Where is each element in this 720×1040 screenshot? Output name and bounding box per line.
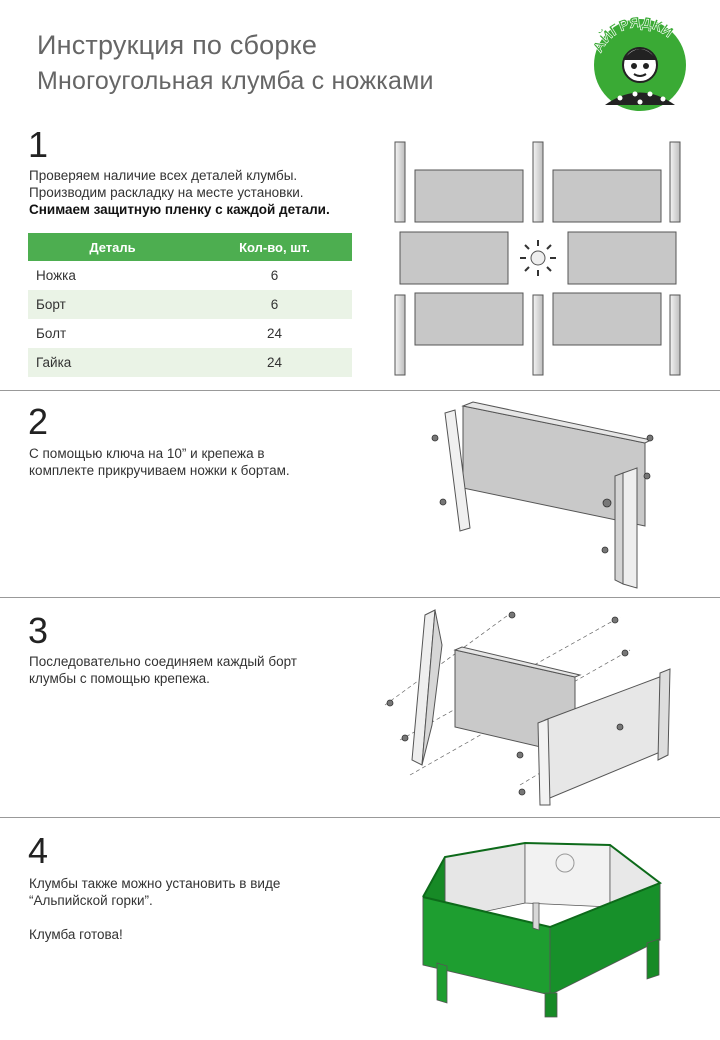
assembled-flowerbed-illustration <box>415 835 670 1020</box>
step-2-line2: комплекте прикручиваем ножки к бортам. <box>29 463 290 478</box>
step-4-text <box>29 875 369 943</box>
part-name: Борт <box>28 290 197 319</box>
table-row <box>28 319 352 348</box>
page-subtitle: Многоугольная клумба с ножками <box>37 67 434 95</box>
page-title: Инструкция по сборке <box>37 30 318 60</box>
section-divider <box>0 597 720 598</box>
step-4-line3: Клумба готова! <box>29 927 123 942</box>
step-2-number: 2 <box>28 401 49 442</box>
table-header-part: Деталь <box>28 233 197 261</box>
step-4-line2: “Альпийской горки”. <box>29 893 153 908</box>
step-4-number: 4 <box>28 830 49 871</box>
step-3-line1: Последовательно соединяем каждый борт <box>29 654 297 669</box>
parts-layout-illustration <box>385 132 695 382</box>
part-name: Ножка <box>36 268 76 283</box>
table-header-qty: Кол-во, шт. <box>197 233 352 261</box>
part-qty: 6 <box>270 268 279 283</box>
parts-table <box>28 233 352 377</box>
step-4-line1: Клумбы также можно установить в виде <box>29 876 281 891</box>
table-row <box>28 290 352 319</box>
leg-attachment-illustration <box>415 398 665 590</box>
step-3-text <box>29 653 369 687</box>
table-row <box>28 348 352 377</box>
step-2-text <box>29 445 369 479</box>
step-1-line3: Снимаем защитную пленку с каждой детали. <box>29 202 330 217</box>
step-1-line1: Проверяем наличие всех деталей клумбы. <box>29 168 298 183</box>
svg-text:АЙГРЯДКИ: АЙГРЯДКИ <box>589 13 677 56</box>
part-qty: 6 <box>197 290 352 319</box>
table-header-row <box>28 233 352 261</box>
step-1-text <box>29 167 369 218</box>
fasteners-icon <box>520 240 556 276</box>
step-2-line1: С помощью ключа на 10” и крепежа в <box>29 446 265 461</box>
step-3-number: 3 <box>28 610 49 651</box>
step-3-line2: клумбы с помощью крепежа. <box>29 671 210 686</box>
table-row <box>28 261 352 290</box>
section-divider <box>0 390 720 391</box>
part-qty: 24 <box>197 348 352 377</box>
panel-connection-illustration <box>380 605 680 810</box>
part-name: Болт <box>36 326 67 341</box>
step-1-line2: Производим раскладку на месте установки. <box>29 185 304 200</box>
part-name: Гайка <box>28 348 197 377</box>
brand-logo <box>585 10 695 115</box>
step-1-number: 1 <box>28 124 49 165</box>
section-divider <box>0 817 720 818</box>
part-qty: 24 <box>266 326 283 341</box>
